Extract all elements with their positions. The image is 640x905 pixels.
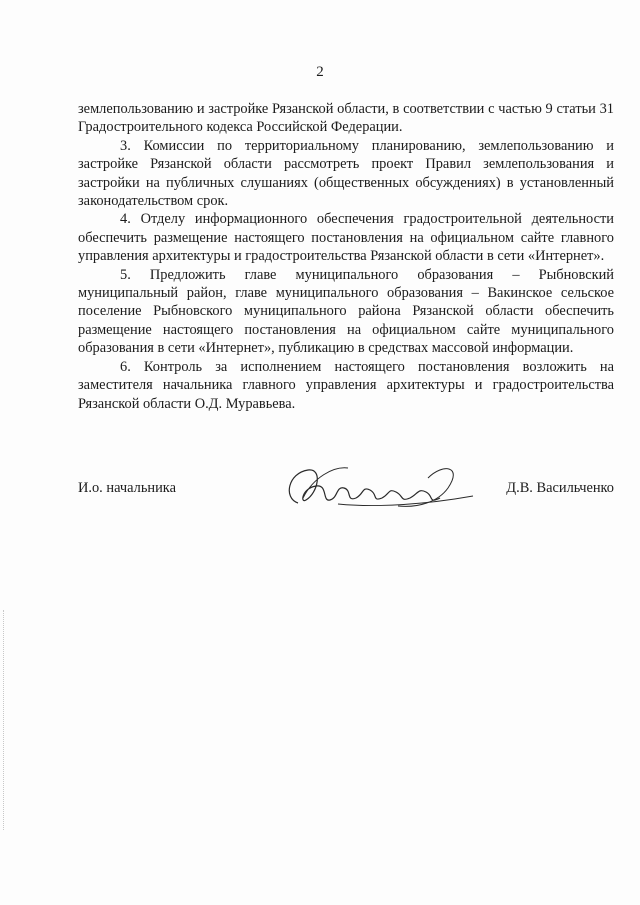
paragraph-item-5: 5. Предложить главе муниципального образования – Рыбновский муниципальный район, главе муниципального образования – Вакинское сельское поселение Рыбновского муниципального района Рязанской области обеспечить размещение настоящего постановления на официальном сайте муниципального образования в сети «Интернет», публикацию в средствах массовой информации. <box>78 266 614 357</box>
paragraph-item-4: 4. Отделу информационного обеспечения градостроительной деятельности обеспечить размещение настоящего постановления на официальном сайте главного управления архитектуры и градостроительства Рязанской области в сети «Интернет». <box>78 211 614 265</box>
handwritten-signature <box>278 458 478 518</box>
document-body <box>78 100 614 413</box>
paragraph-continuation: землепользованию и застройке Рязанской области, в соответствии с частью 9 статьи 31 Градостроительного кодекса Российской Федерации. <box>78 101 614 136</box>
signatory-title: И.о. начальника <box>78 480 176 496</box>
scan-edge-marks <box>3 610 7 830</box>
page-number: 2 <box>316 64 324 80</box>
signature-block <box>78 478 614 518</box>
paragraph-item-6: 6. Контроль за исполнением настоящего постановления возложить на заместителя начальника главного управления архитектуры и градостроительства Рязанской области О.Д. Муравьева. <box>78 358 614 412</box>
paragraph-item-3: 3. Комиссии по территориальному планированию, землепользованию и застройке Рязанской области рассмотреть проект Правил землепользования и застройки на публичных слушаниях (общественных обсуждениях) в установленный законодательством срок. <box>78 137 614 210</box>
signatory-name: Д.В. Васильченко <box>506 480 614 496</box>
